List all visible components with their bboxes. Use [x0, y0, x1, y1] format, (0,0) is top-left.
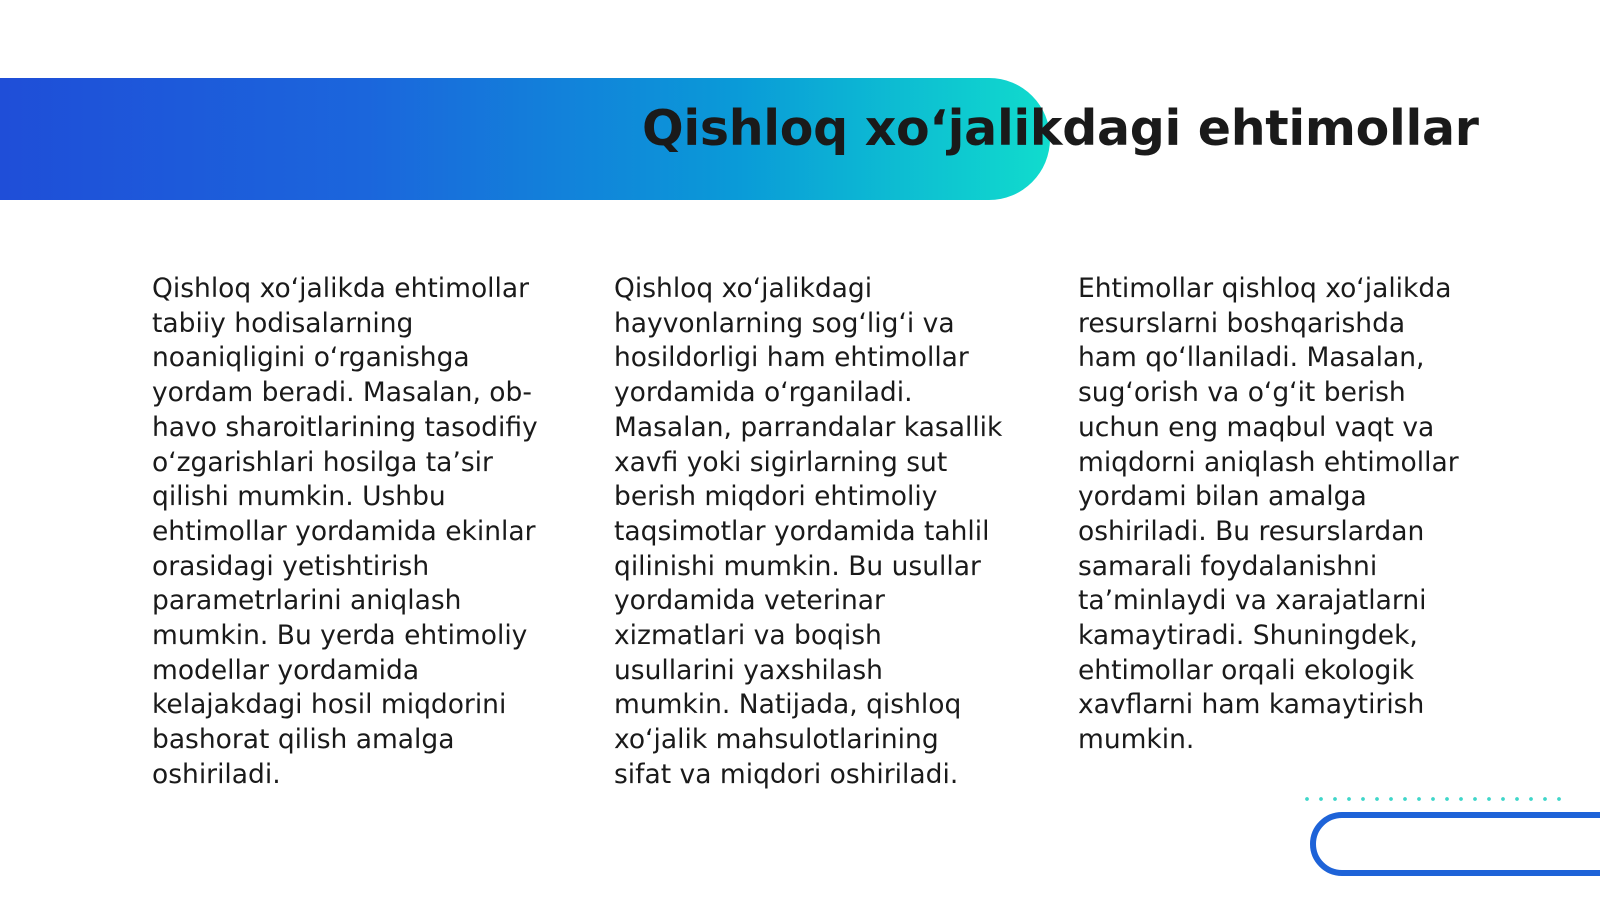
text-column-3: Ehtimollar qishloq xo‘jalikda resurslarni boshqarishda ham qo‘llaniladi. Masalan, sug‘orish va o‘g‘it berish uchun eng maqbul vaqt va miqdorni aniqlash ehtimollar yordami bilan amalga oshiriladi. Bu resurslardan samarali foydalanishni ta’minlaydi va xarajatlarni kamaytiradi. Shuningdek, ehtimollar orqali ekologik xavflarni ham kamaytirish mumkin. — [1078, 273, 1459, 756]
text-column-1: Qishloq xo‘jalikda ehtimollar tabiiy hodisalarning noaniqligini o‘rganishga yordam beradi. Masalan, ob-havo sharoitlarining tasodifiy o‘zgarishlari hosilga ta’sir qilishi mumkin. Ushbu ehtimollar yordamida ekinlar orasidagi yetishtirish parametrlarini aniqlash mumkin. Bu yerda ehtimoliy modellar yordamida kelajakdagi hosil miqdorini bashorat qilish amalga oshiriladi. — [152, 273, 538, 790]
slide-title: Qishloq xo‘jalikdagi ehtimollar — [642, 100, 1479, 157]
decorative-pill-outline — [1310, 812, 1600, 876]
text-column-2: Qishloq xo‘jalikdagi hayvonlarning sog‘lig‘i va hosildorligi ham ehtimollar yordamida o‘rganiladi. Masalan, parrandalar kasallik xavfi yoki sigirlarning sut berish miqdori ehtimoliy taqsimotlar yordamida tahlil qilinishi mumkin. Bu usullar yordamida veterinar xizmatlari va boqish usullarini yaxshilash mumkin. Natijada, qishloq xo‘jalik mahsulotlarining sifat va miqdori oshiriladi. — [614, 273, 1003, 790]
decorative-dot-row — [1300, 796, 1570, 802]
